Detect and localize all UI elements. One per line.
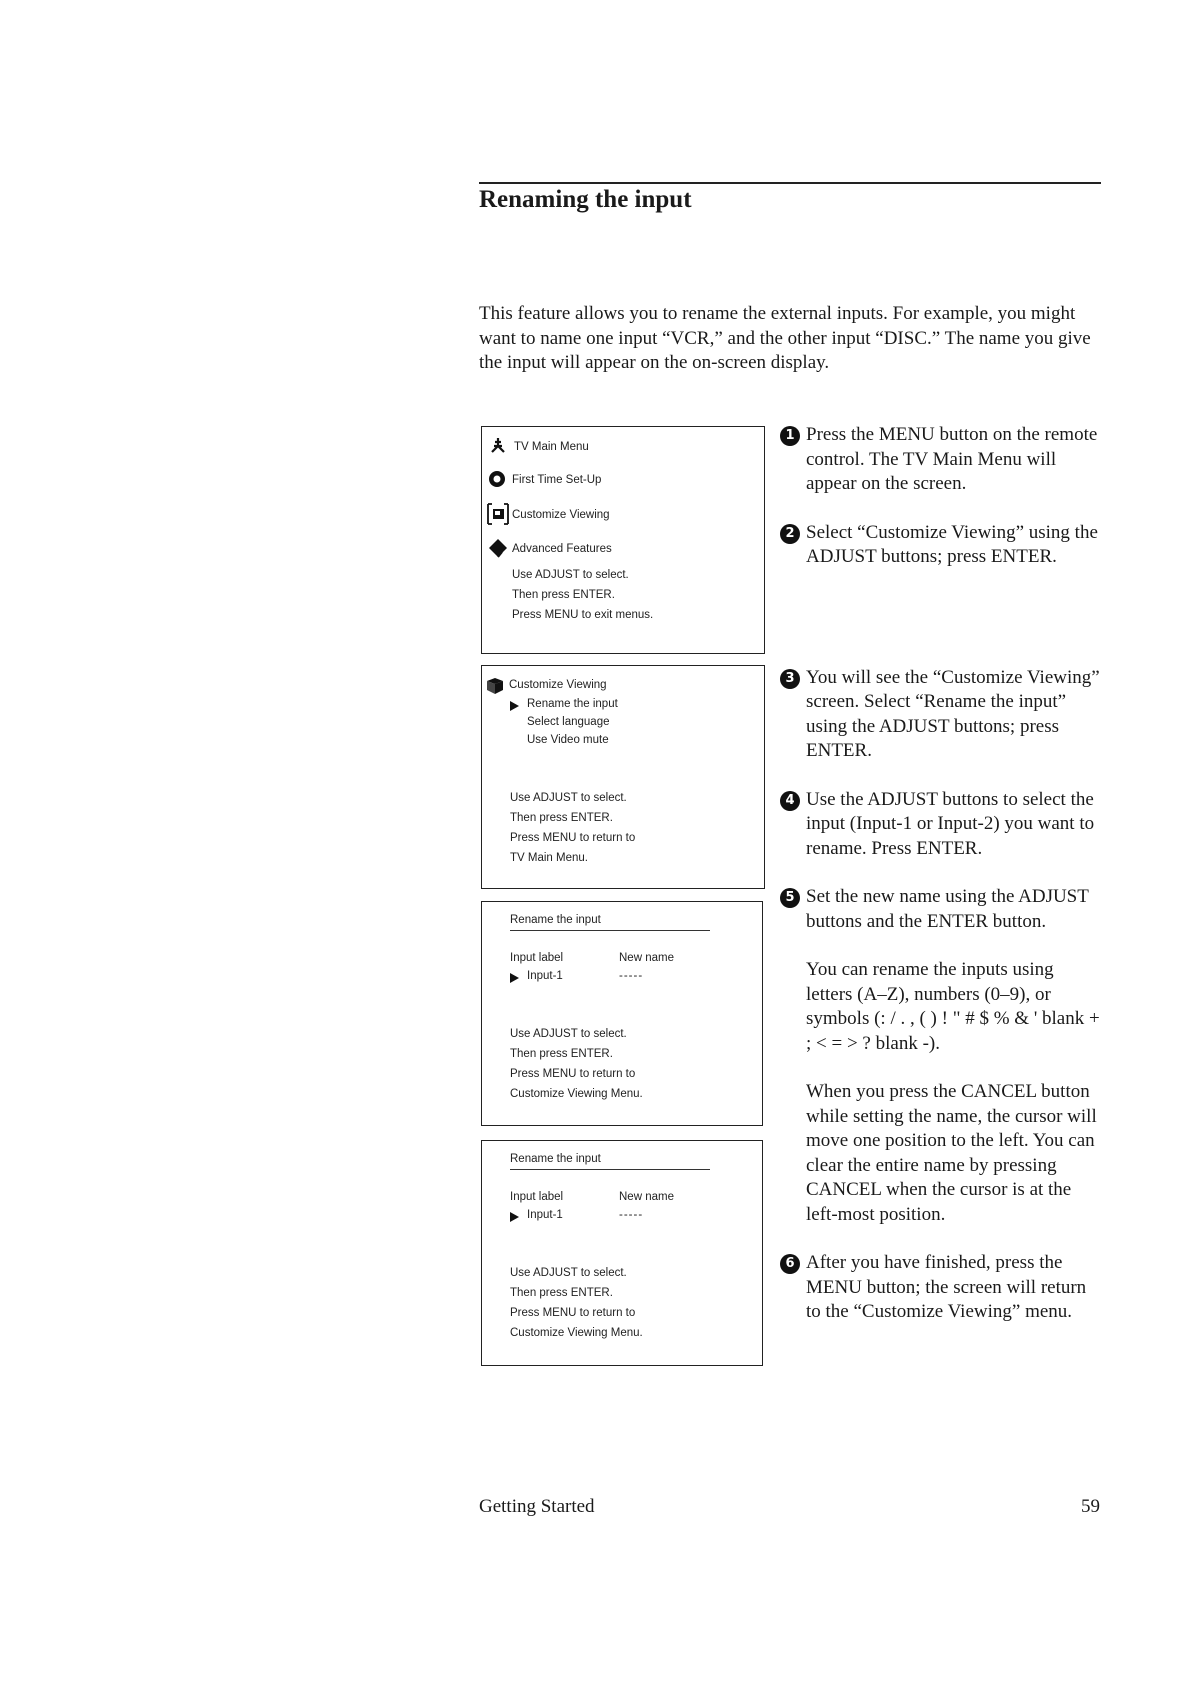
screen1-instructions xyxy=(512,565,653,625)
instruction-line: Press MENU to return to xyxy=(510,1307,636,1319)
header-underline xyxy=(510,1169,710,1170)
step-number-badge: 2 xyxy=(780,524,800,544)
input-name: Input-1 xyxy=(527,970,563,982)
step-4 xyxy=(780,788,1100,862)
selection-arrow-icon xyxy=(510,973,519,983)
step-text: After you have finished, press the MENU button; the screen will return to the “Customize Viewing” menu. xyxy=(806,1252,1087,1322)
first-time-setup-icon xyxy=(488,470,506,488)
tv-main-menu-icon xyxy=(489,437,507,453)
new-name-value: ----- xyxy=(619,970,644,982)
tv-main-menu-screen xyxy=(481,426,765,654)
step-text: Press the MENU button on the remote control. The TV Main Menu will appear on the screen. xyxy=(806,424,1098,494)
steps-column xyxy=(780,423,1100,1325)
instruction-line: Customize Viewing Menu. xyxy=(510,1088,643,1100)
step-3 xyxy=(780,666,1100,764)
rename-input-edit-screen xyxy=(481,1140,763,1366)
new-name-value: ----- xyxy=(619,1209,644,1221)
instruction-line: Press MENU to return to xyxy=(510,832,636,844)
step-number-badge: 5 xyxy=(780,888,800,908)
step-text: Select “Customize Viewing” using the ADJUST buttons; press ENTER. xyxy=(806,521,1098,567)
footer-section: Getting Started xyxy=(479,1496,595,1517)
option-use-video-mute: Use Video mute xyxy=(527,734,609,746)
rename-input-screen xyxy=(481,901,763,1126)
input-label-header: Input label xyxy=(510,1191,564,1203)
step-number-badge: 6 xyxy=(780,1254,800,1274)
menu-item-tv-main-menu: TV Main Menu xyxy=(514,441,589,453)
menu-item-first-time-setup: First Time Set-Up xyxy=(512,474,602,486)
instruction-line: Press MENU to return to xyxy=(510,1068,636,1080)
menu-item-customize-viewing: Customize Viewing xyxy=(512,509,610,521)
instruction-line: Then press ENTER. xyxy=(510,812,613,824)
instruction-line: Then press ENTER. xyxy=(510,1287,613,1299)
step-number-badge: 3 xyxy=(780,669,800,689)
customize-viewing-icon xyxy=(486,678,504,694)
instruction-line: Use ADJUST to select. xyxy=(510,792,627,804)
screen3-title: Rename the input xyxy=(510,914,601,926)
step-text: You will see the “Customize Viewing” screen. Select “Rename the input” using the ADJUST buttons; press ENTER. xyxy=(806,666,1100,761)
step-5 xyxy=(780,885,1100,934)
step-1 xyxy=(780,423,1100,497)
input-name: Input-1 xyxy=(527,1209,563,1221)
screen3-instructions xyxy=(510,1024,643,1104)
instruction-line: Then press ENTER. xyxy=(510,1048,613,1060)
selection-arrow-icon xyxy=(510,1212,519,1222)
intro-paragraph: This feature allows you to rename the external inputs. For example, you might want to name one input “VCR,” and the other input “DISC.” The name you give the input will appear on the on-screen display. xyxy=(479,303,1091,373)
customize-viewing-icon xyxy=(486,503,510,525)
step-5-note-cancel: When you press the CANCEL button while setting the name, the cursor will move one position to the left. You can clear the entire name by pressing CANCEL when the cursor is at the left-most position. xyxy=(806,1081,1097,1225)
step-6 xyxy=(780,1251,1100,1325)
instruction-line: Then press ENTER. xyxy=(512,589,615,601)
step-text: Set the new name using the ADJUST buttons and the ENTER button. xyxy=(806,886,1089,932)
instruction-line: Use ADJUST to select. xyxy=(510,1267,627,1279)
new-name-header: New name xyxy=(619,1191,674,1203)
new-name-header: New name xyxy=(619,952,674,964)
title-rule xyxy=(479,182,1101,184)
screen2-instructions xyxy=(510,788,635,868)
menu-item-advanced-features: Advanced Features xyxy=(512,543,612,555)
option-rename-the-input: Rename the input xyxy=(527,698,618,710)
page-title: Renaming the input xyxy=(479,186,692,213)
screen4-instructions xyxy=(510,1263,643,1343)
step-number-badge: 1 xyxy=(780,426,800,446)
header-underline xyxy=(510,930,710,931)
page-number: 59 xyxy=(1081,1496,1100,1517)
screen4-title: Rename the input xyxy=(510,1153,601,1165)
step-5-note-characters: You can rename the inputs using letters (A–Z), numbers (0–9), or symbols (: / . , ( ) ! " # $ % & ' blank + ; < = > ? blank -). xyxy=(806,959,1100,1054)
step-text: Use the ADJUST buttons to select the input (Input-1 or Input-2) you want to rename. Press ENTER. xyxy=(806,788,1095,859)
option-select-language: Select language xyxy=(527,716,610,728)
instruction-line: Customize Viewing Menu. xyxy=(510,1327,643,1339)
instruction-line: Use ADJUST to select. xyxy=(510,1028,627,1040)
advanced-features-icon xyxy=(488,538,508,558)
step-2 xyxy=(780,521,1100,570)
screen2-title: Customize Viewing xyxy=(509,679,607,691)
step-number-badge: 4 xyxy=(780,791,800,811)
customize-viewing-screen xyxy=(481,665,765,889)
instruction-line: TV Main Menu. xyxy=(510,852,588,864)
input-label-header: Input label xyxy=(510,952,564,964)
instruction-line: Press MENU to exit menus. xyxy=(512,609,654,621)
selection-arrow-icon xyxy=(510,701,519,711)
instruction-line: Use ADJUST to select. xyxy=(512,569,629,581)
